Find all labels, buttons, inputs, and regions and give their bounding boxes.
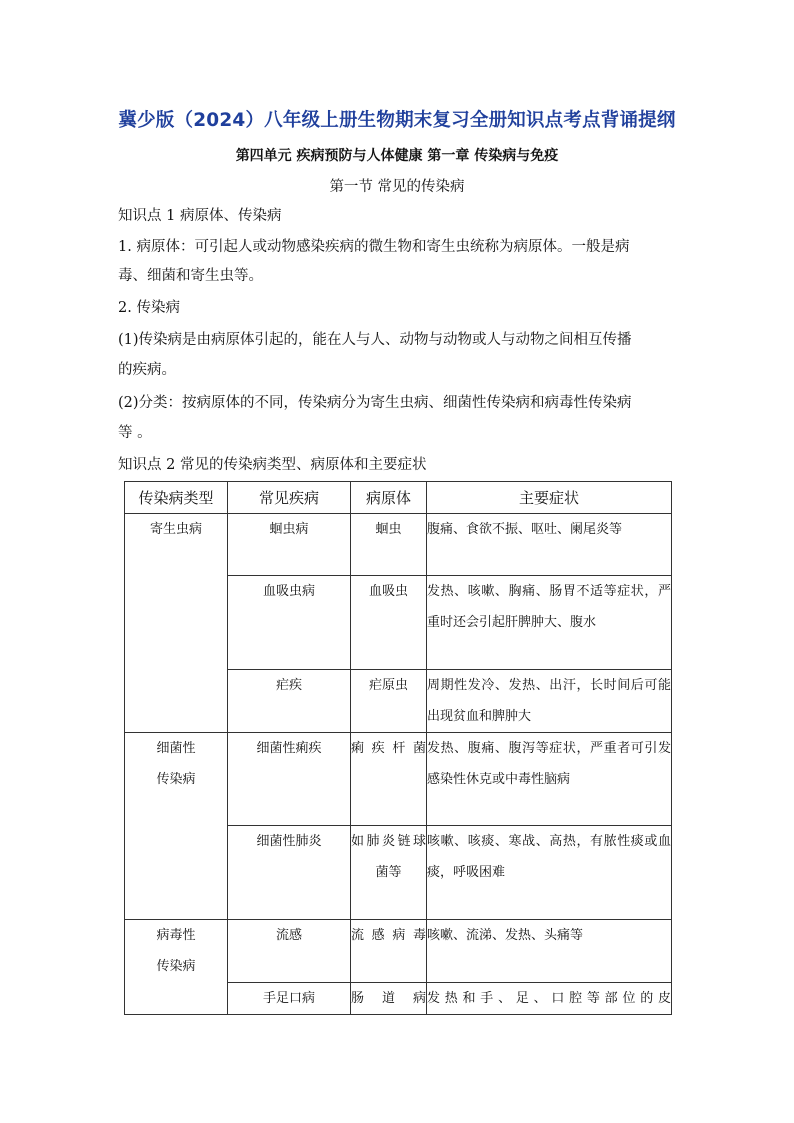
kp2-heading: 知识点 2 常见的传染病类型、病原体和主要症状 — [118, 457, 427, 473]
kp1-paragraph-4-line-1: (2)分类：按病原体的不同，传染病分为寄生虫病、细菌性传染病和病毒性传染病 — [118, 395, 632, 411]
header-disease: 常见疾病 — [228, 482, 351, 514]
kp1-paragraph-2: 2. 传染病 — [118, 300, 180, 316]
unit-heading: 第四单元 疾病预防与人体健康 第一章 传染病与免疫 — [235, 148, 559, 164]
section-heading: 第一节 常见的传染病 — [329, 179, 465, 195]
table-header-row — [125, 482, 672, 514]
kp1-paragraph-1-line-1: 1. 病原体：可引起人或动物感染疾病的微生物和寄生虫统称为病原体。一般是病 — [118, 239, 630, 255]
type-cell-viral-line-1: 病毒性 — [156, 928, 196, 943]
disease-cell: 细菌性肺炎 — [228, 826, 351, 920]
kp1-heading: 知识点 1 病原体、传染病 — [118, 208, 282, 224]
pathogen-cell: 血吸虫 — [351, 576, 427, 670]
header-pathogen: 病原体 — [351, 482, 427, 514]
kp1-paragraph-1-line-2: 毒、细菌和寄生虫等。 — [118, 268, 263, 284]
pathogen-cell: 疟原虫 — [351, 670, 427, 733]
symptom-cell: 腹痛、食欲不振、呕吐、阑尾炎等 — [427, 514, 672, 576]
disease-cell: 疟疾 — [228, 670, 351, 733]
pathogen-cell: 蛔虫 — [351, 514, 427, 576]
header-type: 传染病类型 — [125, 482, 228, 514]
infectious-disease-table — [124, 481, 672, 1015]
document-title: 冀少版（2024）八年级上册生物期末复习全册知识点考点背诵提纲 — [118, 110, 676, 131]
type-cell-bacterial — [125, 733, 228, 920]
symptom-cell: 咳嗽、咳痰、寒战、高热，有脓性痰或血痰，呼吸困难 — [427, 826, 672, 920]
symptom-cell: 周期性发冷、发热、出汗，长时间后可能出现贫血和脾肿大 — [427, 670, 672, 733]
type-cell-bacterial-line-1: 细菌性 — [156, 741, 196, 756]
disease-cell: 血吸虫病 — [228, 576, 351, 670]
table-row — [125, 514, 672, 576]
table-row — [125, 733, 672, 826]
symptom-cell: 咳嗽、流涕、发热、头痛等 — [427, 920, 672, 983]
pathogen-cell: 痢疾杆菌 — [351, 733, 427, 826]
pathogen-cell: 如肺炎链球菌等 — [351, 826, 427, 920]
type-cell-viral-line-2: 传染病 — [156, 959, 196, 974]
type-cell-viral — [125, 920, 228, 1015]
type-cell-parasitic: 寄生虫病 — [125, 514, 228, 733]
header-symptom: 主要症状 — [427, 482, 672, 514]
kp1-paragraph-3-line-2: 的疾病。 — [118, 362, 176, 378]
pathogen-cell: 流感病毒 — [351, 920, 427, 983]
pathogen-cell: 肠道病 — [351, 983, 427, 1015]
disease-cell: 细菌性痢疾 — [228, 733, 351, 826]
type-cell-bacterial-line-2: 传染病 — [156, 772, 196, 787]
table-row — [125, 920, 672, 983]
kp1-paragraph-4-line-2: 等 。 — [118, 425, 152, 441]
disease-cell: 流感 — [228, 920, 351, 983]
kp1-paragraph-3-line-1: (1)传染病是由病原体引起的，能在人与人、动物与动物或人与动物之间相互传播 — [118, 332, 632, 348]
disease-cell: 手足口病 — [228, 983, 351, 1015]
symptom-cell: 发热、腹痛、腹泻等症状，严重者可引发感染性休克或中毒性脑病 — [427, 733, 672, 826]
symptom-cell: 发热、咳嗽、胸痛、肠胃不适等症状，严重时还会引起肝脾肿大、腹水 — [427, 576, 672, 670]
symptom-cell: 发热和手、足、口腔等部位的皮 — [427, 983, 672, 1015]
disease-cell: 蛔虫病 — [228, 514, 351, 576]
